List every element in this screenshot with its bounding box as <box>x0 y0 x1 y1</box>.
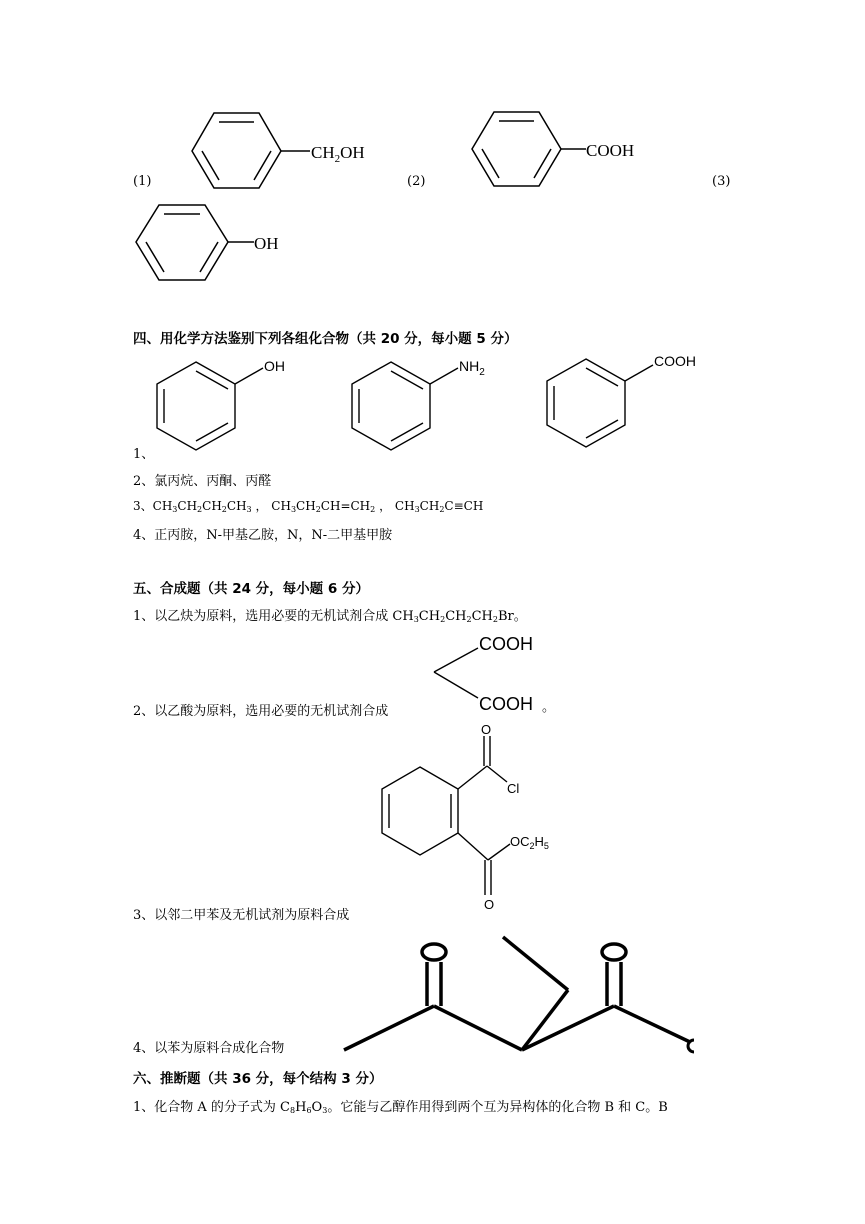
section-5-item-3: 3、以邻二甲苯及无机试剂为原料合成 <box>133 908 350 923</box>
section-6-item-1: 1、化合物 A 的分子式为 $C_8H_6O_3$。它能与乙醇作用得到两个互为异构体的化合物 B 和 C。B <box>133 1100 668 1115</box>
svg-text:。: 。 <box>542 699 556 714</box>
section-6-heading: 六、推断题（共 36 分，每个结构 3 分） <box>133 1071 383 1087</box>
svg-text:O: O <box>484 897 495 912</box>
item-label-3: (3) <box>712 174 731 189</box>
svg-text:COOH: COOH <box>654 353 696 369</box>
section-4-item-3: 3、$CH_3CH_2CH_2CH_3$ ， $CH_3CH_2CH=CH_2$ ， $CH_3CH_2C\equiv CH$ <box>133 499 484 514</box>
section-5-item-1: 1、以乙炔为原料，选用必要的无机试剂合成 $CH_3CH_2CH_2CH_2Br$。 <box>133 609 527 624</box>
section-5-heading: 五、合成题（共 24 分，每小题 6 分） <box>133 581 369 597</box>
svg-text:COOH: COOH <box>479 694 533 714</box>
section-4-item-4: 4、正丙胺，N-甲基乙胺，N，N-二甲基甲胺 <box>133 528 393 543</box>
section-4-heading: 四、用化学方法鉴别下列各组化合物（共 20 分，每小题 5 分） <box>133 331 518 347</box>
section-5-item-2: 2、以乙酸为原料，选用必要的无机试剂合成 <box>133 704 389 719</box>
oxygen-atom-1 <box>422 944 446 960</box>
svg-text:OH: OH <box>264 358 285 374</box>
oxygen-atom-2 <box>602 944 626 960</box>
svg-text:COOH: COOH <box>586 141 635 160</box>
svg-text:OH: OH <box>254 234 279 253</box>
svg-text:COOH: COOH <box>479 634 533 654</box>
item-label-1: (1) <box>133 174 152 189</box>
svg-text:NH2: $NH_2$ <box>459 358 485 378</box>
item-label-2: (2) <box>407 174 426 189</box>
svg-text:O: O <box>481 722 492 737</box>
section-5-item-4: 4、以苯为原料合成化合物 <box>133 1041 285 1056</box>
svg-text:Cl: Cl <box>507 781 520 796</box>
svg-text:CH2OH: $CH_2OH$ <box>311 143 365 165</box>
svg-text:OC2H5: $OC_2H_5$ <box>510 834 549 851</box>
section-4-item-1: 1、 <box>133 447 155 462</box>
section-4-item-2: 2、氯丙烷、丙酮、丙醛 <box>133 474 272 489</box>
